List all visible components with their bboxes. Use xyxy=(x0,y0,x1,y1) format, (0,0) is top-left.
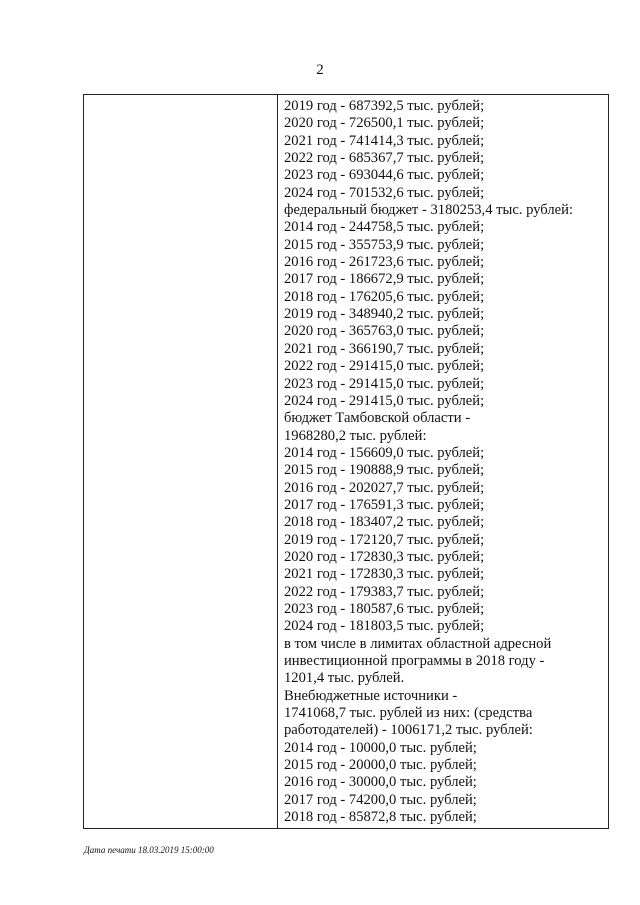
funding-line: 2024 год - 181803,5 тыс. рублей; xyxy=(284,618,485,635)
funding-line: 2016 год - 261723,6 тыс. рублей; xyxy=(284,254,485,271)
funding-line: 2019 год - 687392,5 тыс. рублей; xyxy=(284,98,485,114)
funding-line: 1741068,7 тыс. рублей из них: (средства xyxy=(284,705,533,722)
funding-line: инвестиционной программы в 2018 году - xyxy=(284,653,545,669)
funding-line: 2023 год - 291415,0 тыс. рублей; xyxy=(284,375,485,392)
funding-line: 2021 год - 366190,7 тыс. рублей; xyxy=(284,340,485,357)
print-date-footer: Дата печати 18.03.2019 15:00:00 xyxy=(84,845,214,855)
page-number: 2 xyxy=(316,62,324,78)
table-left-column xyxy=(84,95,278,828)
funding-line: 2015 год - 190888,9 тыс. рублей; xyxy=(284,462,485,479)
funding-line: 2016 год - 202027,7 тыс. рублей; xyxy=(284,479,485,496)
funding-line: работодателей) - 1006171,2 тыс. рублей: xyxy=(284,722,533,739)
funding-line: 2018 год - 85872,8 тыс. рублей; xyxy=(284,809,477,826)
funding-line: 2022 год - 291415,0 тыс. рублей; xyxy=(284,358,485,375)
funding-table xyxy=(83,94,609,829)
funding-line: 1201,4 тыс. рублей. xyxy=(284,670,405,687)
funding-line: 2024 год - 701532,6 тыс. рублей; xyxy=(284,184,485,201)
funding-line: 2017 год - 74200,0 тыс. рублей; xyxy=(284,791,477,808)
funding-line: 2019 год - 172120,7 тыс. рублей; xyxy=(284,531,485,548)
funding-line: 2022 год - 685367,7 тыс. рублей; xyxy=(284,150,485,167)
funding-line: 2014 год - 244758,5 тыс. рублей; xyxy=(284,219,485,236)
funding-line: 2020 год - 726500,1 тыс. рублей; xyxy=(284,115,485,132)
funding-line: 2017 год - 176591,3 тыс. рублей; xyxy=(284,496,485,513)
funding-line: 2023 год - 180587,6 тыс. рублей; xyxy=(284,600,485,617)
funding-line: 2023 год - 693044,6 тыс. рублей; xyxy=(284,167,485,184)
funding-line: 2015 год - 20000,0 тыс. рублей; xyxy=(284,757,477,774)
funding-line: 2018 год - 183407,2 тыс. рублей; xyxy=(284,514,485,531)
table-right-column xyxy=(278,95,608,828)
funding-line: 2021 год - 741414,3 тыс. рублей; xyxy=(284,132,485,149)
funding-line: 2024 год - 291415,0 тыс. рублей; xyxy=(284,392,485,409)
funding-line: 2021 год - 172830,3 тыс. рублей; xyxy=(284,566,485,583)
funding-line: Внебюджетные источники - xyxy=(284,687,458,704)
funding-line: 2018 год - 176205,6 тыс. рублей; xyxy=(284,288,485,305)
funding-line: бюджет Тамбовской области - xyxy=(284,410,471,427)
funding-line: федеральный бюджет - 3180253,4 тыс. рублей: xyxy=(284,202,573,219)
funding-line: 2020 год - 172830,3 тыс. рублей; xyxy=(284,548,485,565)
funding-line: 1968280,2 тыс. рублей: xyxy=(284,427,427,444)
funding-line: 2015 год - 355753,9 тыс. рублей; xyxy=(284,236,485,253)
funding-line: 2017 год - 186672,9 тыс. рублей; xyxy=(284,271,485,288)
funding-line: 2014 год - 10000,0 тыс. рублей; xyxy=(284,739,477,756)
funding-line: 2020 год - 365763,0 тыс. рублей; xyxy=(284,323,485,340)
funding-line: 2022 год - 179383,7 тыс. рублей; xyxy=(284,583,485,600)
funding-line: в том числе в лимитах областной адресной xyxy=(284,635,552,652)
funding-line: 2016 год - 30000,0 тыс. рублей; xyxy=(284,774,477,791)
funding-line: 2019 год - 348940,2 тыс. рублей; xyxy=(284,306,485,323)
funding-line: 2014 год - 156609,0 тыс. рублей; xyxy=(284,444,485,461)
